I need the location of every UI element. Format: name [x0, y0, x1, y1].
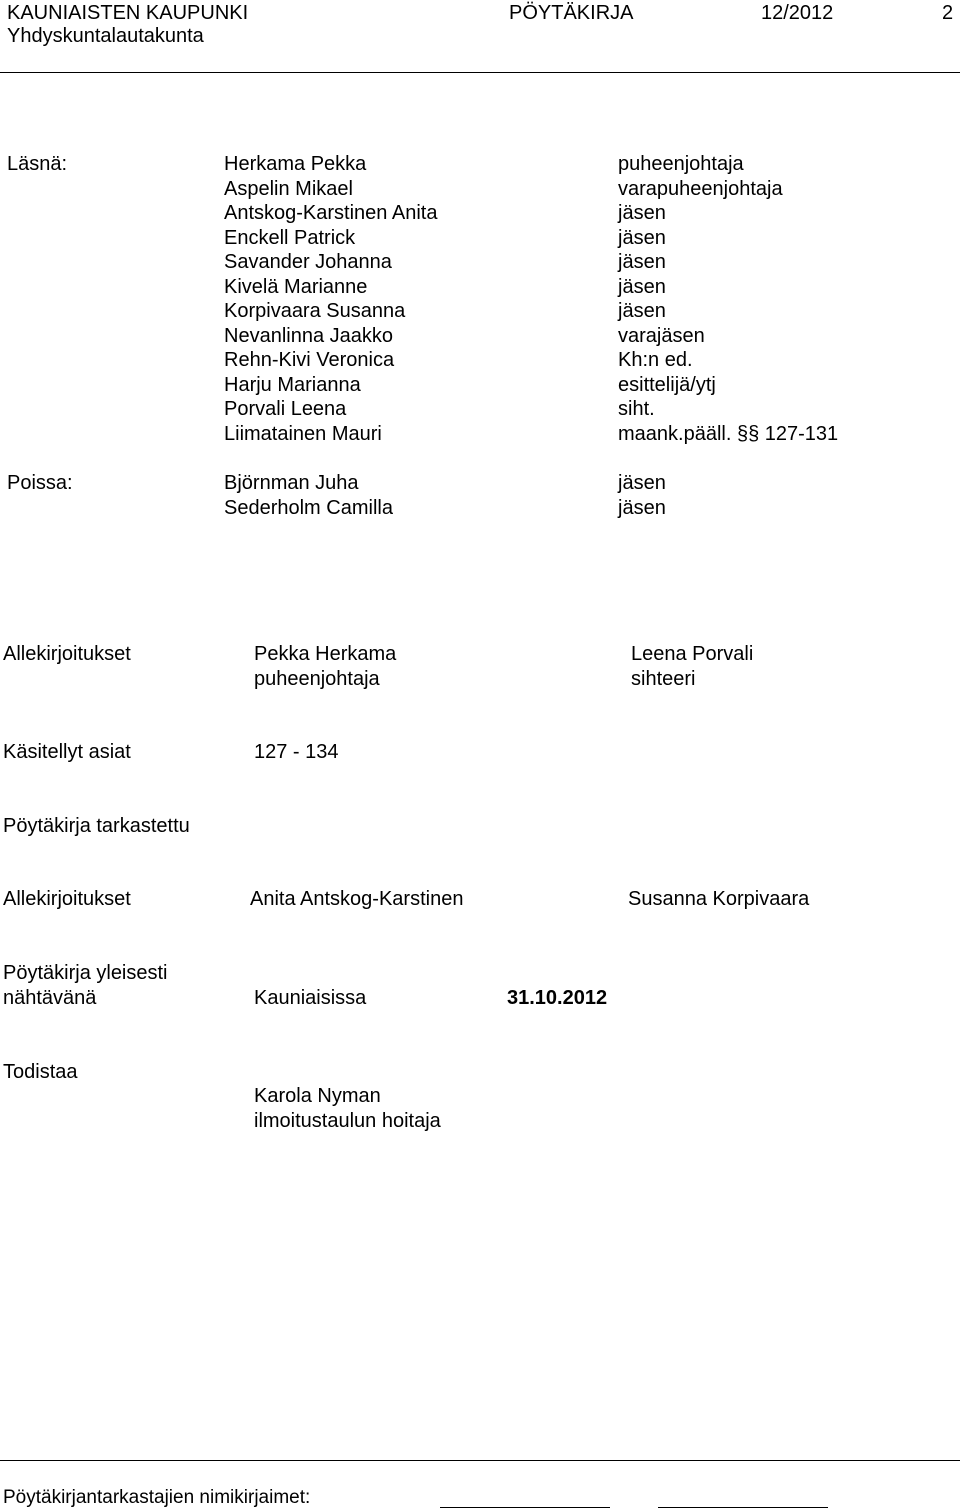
member-name: Liimatainen Mauri: [224, 423, 382, 445]
footer-rule: [0, 1460, 960, 1461]
member-role: esittelijä/ytj: [618, 374, 716, 396]
public-date: 31.10.2012: [507, 987, 608, 1009]
items-label: Käsitellyt asiat: [3, 741, 131, 763]
member-role: jäsen: [618, 300, 666, 322]
committee-name: Yhdyskuntalautakunta: [7, 25, 204, 47]
items-value: 127 - 134: [254, 741, 339, 763]
public-place: Kauniaisissa: [254, 987, 367, 1009]
member-name: Herkama Pekka: [224, 153, 367, 175]
member-name: Savander Johanna: [224, 251, 392, 273]
secretary-name: Leena Porvali: [631, 643, 754, 665]
member-role: siht.: [618, 398, 655, 420]
member-role: jäsen: [618, 497, 666, 519]
reviewer-right-name: Susanna Korpivaara: [628, 888, 810, 910]
chair-name: Pekka Herkama: [254, 643, 397, 665]
member-name: Enckell Patrick: [224, 227, 356, 249]
chair-title: puheenjohtaja: [254, 668, 380, 690]
member-name: Aspelin Mikael: [224, 178, 353, 200]
reviewed-label: Pöytäkirja tarkastettu: [3, 815, 190, 837]
member-name: Nevanlinna Jaakko: [224, 325, 393, 347]
header-rule: [0, 72, 960, 73]
member-name: Kivelä Marianne: [224, 276, 368, 298]
member-name: Sederholm Camilla: [224, 497, 393, 519]
secretary-title: sihteeri: [631, 668, 696, 690]
member-name: Rehn-Kivi Veronica: [224, 349, 395, 371]
signatures-label: Allekirjoitukset: [3, 643, 131, 665]
member-name: Björnman Juha: [224, 472, 359, 494]
present-label: Läsnä:: [7, 153, 68, 175]
member-role: jäsen: [618, 227, 666, 249]
member-role: Kh:n ed.: [618, 349, 693, 371]
member-name: Harju Marianna: [224, 374, 361, 396]
member-name: Antskog-Karstinen Anita: [224, 202, 438, 224]
member-name: Korpivaara Susanna: [224, 300, 406, 322]
reviewer-left-name: Anita Antskog-Karstinen: [250, 888, 464, 910]
document-number: 12/2012: [761, 2, 834, 24]
member-role: varapuheenjohtaja: [618, 178, 783, 200]
certify-label: Todistaa: [3, 1061, 78, 1083]
member-role: varajäsen: [618, 325, 705, 347]
member-role: jäsen: [618, 251, 666, 273]
footer-label: Pöytäkirjantarkastajien nimikirjaimet:: [3, 1487, 311, 1508]
document-type: PÖYTÄKIRJA: [509, 2, 634, 24]
absent-label: Poissa:: [7, 472, 73, 494]
reviewed-signatures-label: Allekirjoitukset: [3, 888, 131, 910]
member-role: maank.pääll. §§ 127-131: [618, 423, 839, 445]
org-name: KAUNIAISTEN KAUPUNKI: [7, 2, 249, 24]
initials-line-1: [440, 1507, 610, 1508]
certifier-title: ilmoitustaulun hoitaja: [254, 1110, 441, 1132]
member-role: jäsen: [618, 276, 666, 298]
page-number: 2: [942, 2, 954, 24]
certifier-name: Karola Nyman: [254, 1085, 381, 1107]
public-label-line2: nähtävänä: [3, 987, 97, 1009]
initials-line-2: [658, 1507, 828, 1508]
member-role: jäsen: [618, 202, 666, 224]
member-role: jäsen: [618, 472, 666, 494]
public-label-line1: Pöytäkirja yleisesti: [3, 962, 168, 984]
member-role: puheenjohtaja: [618, 153, 744, 175]
member-name: Porvali Leena: [224, 398, 347, 420]
